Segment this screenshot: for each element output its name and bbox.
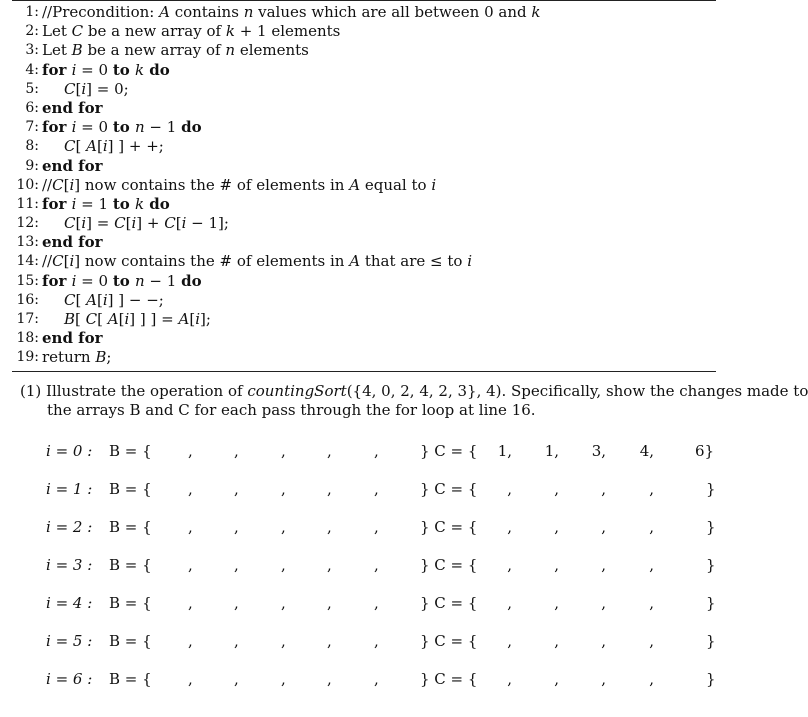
array-b-slot[interactable]: , [188, 442, 193, 460]
array-b-slot[interactable]: , [374, 518, 379, 536]
array-b-slot[interactable]: , [281, 442, 286, 460]
array-b-slot[interactable]: , [281, 556, 286, 574]
keyword: do [181, 271, 202, 290]
math-symbol: i [71, 271, 77, 290]
text-segment: equal to [360, 175, 432, 194]
array-b-slot[interactable]: , [374, 442, 379, 460]
array-b-slot[interactable]: , [327, 632, 332, 650]
math-symbol: i [69, 175, 75, 194]
math-symbol: A [349, 175, 361, 194]
array-b-open: B = { [109, 518, 152, 536]
array-c-close: } [706, 594, 716, 612]
text-segment: be a new array of [82, 41, 226, 60]
math-symbol: i [181, 214, 187, 233]
text-segment: that are ≤ to [360, 252, 468, 271]
array-b-slot[interactable]: , [188, 632, 193, 650]
array-b-open: B = { [109, 594, 152, 612]
text-segment: elements [235, 41, 309, 60]
line-number: 5: [25, 80, 39, 97]
math-symbol: i [69, 252, 75, 271]
array-c-open: } C = { [420, 480, 478, 498]
math-symbol: n [134, 271, 145, 290]
math-symbol: C [64, 290, 76, 309]
array-c-slot[interactable]: , [507, 556, 512, 574]
math-symbol: C [85, 310, 98, 328]
text-segment: // [42, 252, 53, 271]
array-c-slot[interactable]: , [649, 556, 654, 574]
text-segment: values which are all between 0 and [253, 3, 532, 21]
array-c-slot[interactable]: , [649, 670, 654, 688]
line-number: 17: [16, 311, 39, 327]
math-symbol: i [81, 214, 87, 233]
array-c-slot[interactable]: , [507, 632, 512, 650]
line-number: 1: [25, 4, 39, 20]
iteration-label: i = 5 : [46, 632, 93, 650]
keyword: end for [42, 329, 103, 348]
array-b-slot[interactable]: , [234, 442, 239, 460]
array-b-slot[interactable]: , [234, 480, 239, 498]
line-number: 4: [25, 61, 39, 78]
array-c-open: } C = { [420, 670, 478, 688]
array-b-slot[interactable]: , [234, 556, 239, 574]
math-symbol: i [102, 137, 108, 156]
function-args: ({4, 0, 2, 4, 2, 3}, 4). Specifically, show the changes made to [346, 382, 808, 400]
keyword: end for [42, 98, 103, 117]
array-c-slot[interactable]: , [601, 632, 606, 650]
math-symbol: C [52, 175, 64, 194]
text-segment: // [42, 175, 53, 194]
array-b-slot[interactable]: , [281, 632, 286, 650]
array-b-slot[interactable]: , [234, 632, 239, 650]
array-c-open: } C = { [420, 518, 478, 536]
text-segment: Let [42, 41, 72, 60]
array-b-open: B = { [109, 556, 152, 574]
array-b-slot[interactable]: , [374, 594, 379, 612]
text-segment: ; [106, 348, 112, 367]
iteration-label: i = 1 : [46, 480, 93, 498]
array-b-slot[interactable]: , [281, 670, 286, 688]
array-c-slot[interactable]: , [601, 556, 606, 574]
array-c-close: 6} [695, 442, 715, 460]
array-c-close: } [706, 632, 716, 650]
keyword: for [42, 194, 72, 213]
answer-row [0, 516, 745, 538]
line-number: 16: [16, 291, 39, 308]
math-symbol: k [225, 22, 235, 41]
iteration-label: i = 6 : [46, 670, 93, 688]
array-b-slot[interactable]: , [234, 670, 239, 688]
array-b-slot[interactable]: , [281, 594, 286, 612]
math-symbol: k [134, 60, 145, 79]
array-b-open: B = { [109, 670, 152, 688]
keyword: do [144, 60, 170, 79]
array-b-slot[interactable]: , [188, 594, 193, 612]
math-symbol: C [164, 214, 176, 233]
text-segment: − 1]; [186, 214, 229, 233]
array-b-slot[interactable]: , [327, 480, 332, 498]
line-number: 9: [25, 157, 39, 174]
array-b-slot[interactable]: , [281, 480, 286, 498]
array-c-open: } C = { [420, 594, 478, 612]
array-c-slot[interactable]: , [554, 594, 559, 612]
array-b-slot[interactable]: , [188, 480, 193, 498]
array-b-slot[interactable]: , [374, 632, 379, 650]
iteration-label: i = 4 : [46, 594, 93, 612]
line-number: 11: [16, 195, 39, 212]
array-b-open: B = { [109, 480, 152, 498]
array-c-slot[interactable]: , [601, 670, 606, 688]
text-segment: = 0 [76, 271, 113, 290]
array-c-open: } C = { [420, 442, 478, 460]
array-b-slot[interactable]: , [327, 594, 332, 612]
math-symbol: A [178, 310, 190, 328]
math-symbol: C [71, 22, 84, 41]
keyword: to [112, 194, 135, 213]
array-c-slot[interactable]: 3, [591, 442, 606, 460]
line-number: 12: [16, 215, 39, 232]
text-segment: ] = 0; [86, 79, 129, 98]
math-symbol: C [52, 252, 64, 271]
array-c-slot[interactable]: , [554, 670, 559, 688]
text-segment: − 1 [144, 271, 182, 290]
array-c-slot[interactable]: , [507, 670, 512, 688]
array-c-slot[interactable]: , [649, 594, 654, 612]
text-segment: = 0 [76, 60, 113, 79]
array-b-open: B = { [109, 632, 152, 650]
text-segment: [ [96, 137, 103, 156]
text-segment: − 1 [144, 118, 182, 137]
array-c-slot[interactable]: , [507, 594, 512, 612]
line-number: 3: [25, 42, 39, 59]
iteration-label: i = 3 : [46, 556, 93, 574]
function-name: countingSort [247, 382, 347, 400]
keyword: to [112, 271, 135, 290]
text-segment: = 1 [76, 194, 113, 213]
line-number: 6: [25, 99, 39, 116]
text-segment: ] = [86, 214, 115, 233]
array-b-slot[interactable]: , [188, 518, 193, 536]
array-c-slot[interactable]: , [507, 480, 512, 498]
array-c-slot[interactable]: , [554, 518, 559, 536]
text-segment: ] now contains the # of elements in [74, 252, 350, 271]
iteration-label: i = 0 : [46, 442, 93, 460]
keyword: to [112, 118, 135, 137]
array-c-close: } [706, 480, 716, 498]
math-symbol: B [64, 310, 76, 328]
line-number: 18: [16, 330, 39, 347]
array-c-slot[interactable]: , [601, 518, 606, 536]
math-symbol: A [159, 3, 170, 21]
math-symbol: n [134, 118, 145, 137]
keyword: end for [42, 233, 103, 252]
array-b-slot[interactable]: , [327, 518, 332, 536]
line-number: 13: [16, 234, 39, 251]
text-segment: Let [42, 22, 72, 41]
array-c-slot[interactable]: , [649, 518, 654, 536]
array-c-open: } C = { [420, 556, 478, 574]
text-segment: ] ] + +; [107, 137, 164, 156]
question-text-a: Illustrate the operation of [46, 382, 248, 400]
math-symbol: A [349, 252, 361, 271]
math-symbol: k [134, 194, 145, 213]
math-symbol: A [86, 290, 97, 309]
keyword: to [112, 60, 135, 79]
text-segment: [ [63, 252, 70, 271]
text-segment: [ [125, 214, 132, 233]
array-b-slot[interactable]: , [234, 594, 239, 612]
line-number: 10: [16, 176, 39, 193]
array-c-slot[interactable]: , [601, 480, 606, 498]
array-c-close: } [706, 670, 716, 688]
array-c-slot[interactable]: , [554, 480, 559, 498]
text-segment: [ [189, 310, 196, 328]
array-b-slot[interactable]: , [281, 518, 286, 536]
text-segment: ] ] − −; [107, 290, 164, 309]
text-segment: [ [75, 79, 82, 98]
line-number: 8: [25, 138, 39, 155]
array-c-slot[interactable]: , [554, 556, 559, 574]
math-symbol: i [102, 290, 108, 309]
array-b-slot[interactable]: , [188, 670, 193, 688]
keyword: for [42, 118, 72, 137]
text-segment: [ [97, 310, 108, 328]
array-c-slot[interactable]: , [649, 632, 654, 650]
array-b-slot[interactable]: , [327, 670, 332, 688]
line-number: 7: [25, 119, 39, 136]
math-symbol: n [243, 3, 254, 21]
math-symbol: i [195, 310, 200, 328]
text-segment: [ [96, 290, 103, 309]
text-segment: [ [75, 290, 87, 309]
array-c-slot[interactable]: 4, [639, 442, 654, 460]
math-symbol: B [95, 348, 107, 367]
array-b-slot[interactable]: , [374, 480, 379, 498]
array-b-slot[interactable]: , [374, 670, 379, 688]
array-c-slot[interactable]: , [554, 632, 559, 650]
text-segment: [ [75, 137, 87, 156]
text-segment: [ [118, 310, 125, 328]
answer-row [0, 478, 745, 500]
answer-row [0, 630, 745, 652]
question-number: (1) [20, 382, 42, 400]
array-b-slot[interactable]: , [327, 442, 332, 460]
array-c-open: } C = { [420, 632, 478, 650]
text-segment: ] ] ] = [129, 310, 179, 328]
line-number: 15: [16, 272, 39, 289]
math-symbol: i [71, 194, 77, 213]
text-segment: [ [175, 214, 182, 233]
answer-row [0, 440, 745, 462]
math-symbol: i [81, 79, 87, 98]
line-number: 2: [25, 23, 39, 40]
text-segment: return [42, 348, 96, 367]
text-segment: [ [75, 214, 82, 233]
line-number: 19: [16, 349, 39, 366]
math-symbol: C [64, 79, 76, 98]
math-symbol: i [124, 310, 130, 328]
array-b-open: B = { [109, 442, 152, 460]
text-segment: contains [169, 3, 244, 21]
keyword: end for [42, 156, 103, 175]
math-symbol: i [467, 252, 473, 271]
keyword: for [42, 60, 72, 79]
array-c-slot[interactable]: 1, [544, 442, 559, 460]
array-c-slot[interactable]: , [649, 480, 654, 498]
array-c-slot[interactable]: , [507, 518, 512, 536]
text-segment: ]; [200, 310, 211, 328]
math-symbol: A [86, 137, 97, 156]
math-symbol: B [71, 41, 83, 60]
math-symbol: k [531, 3, 541, 21]
iteration-label: i = 2 : [46, 518, 93, 536]
array-b-slot[interactable]: , [374, 556, 379, 574]
math-symbol: i [431, 175, 437, 194]
math-symbol: A [107, 310, 119, 328]
text-segment: = 0 [76, 118, 113, 137]
text-segment: ] + [136, 214, 165, 233]
text-segment: //Precondition: [42, 3, 160, 21]
line-number: 14: [16, 253, 39, 270]
array-c-slot[interactable]: 1, [497, 442, 512, 460]
array-c-slot[interactable]: , [601, 594, 606, 612]
keyword: for [42, 271, 72, 290]
math-symbol: C [64, 137, 76, 156]
text-segment: be a new array of [83, 22, 226, 41]
array-b-slot[interactable]: , [327, 556, 332, 574]
answer-row [0, 554, 745, 576]
math-symbol: i [131, 214, 137, 233]
math-symbol: C [64, 214, 76, 233]
array-b-slot[interactable]: , [234, 518, 239, 536]
array-b-slot[interactable]: , [188, 556, 193, 574]
answer-row [0, 668, 745, 690]
math-symbol: n [225, 41, 236, 60]
text-segment: [ [75, 310, 86, 328]
math-symbol: i [71, 118, 77, 137]
text-segment: [ [63, 175, 70, 194]
text-segment: + 1 elements [234, 22, 341, 41]
math-symbol: i [71, 60, 77, 79]
math-symbol: C [114, 214, 126, 233]
question-line-2: the arrays B and C for each pass through the for loop at line 16. [47, 401, 536, 419]
keyword: do [144, 194, 170, 213]
array-c-close: } [706, 518, 716, 536]
keyword: do [181, 118, 202, 137]
answer-row [0, 592, 745, 614]
text-segment: ] now contains the # of elements in [74, 175, 350, 194]
array-c-close: } [706, 556, 716, 574]
